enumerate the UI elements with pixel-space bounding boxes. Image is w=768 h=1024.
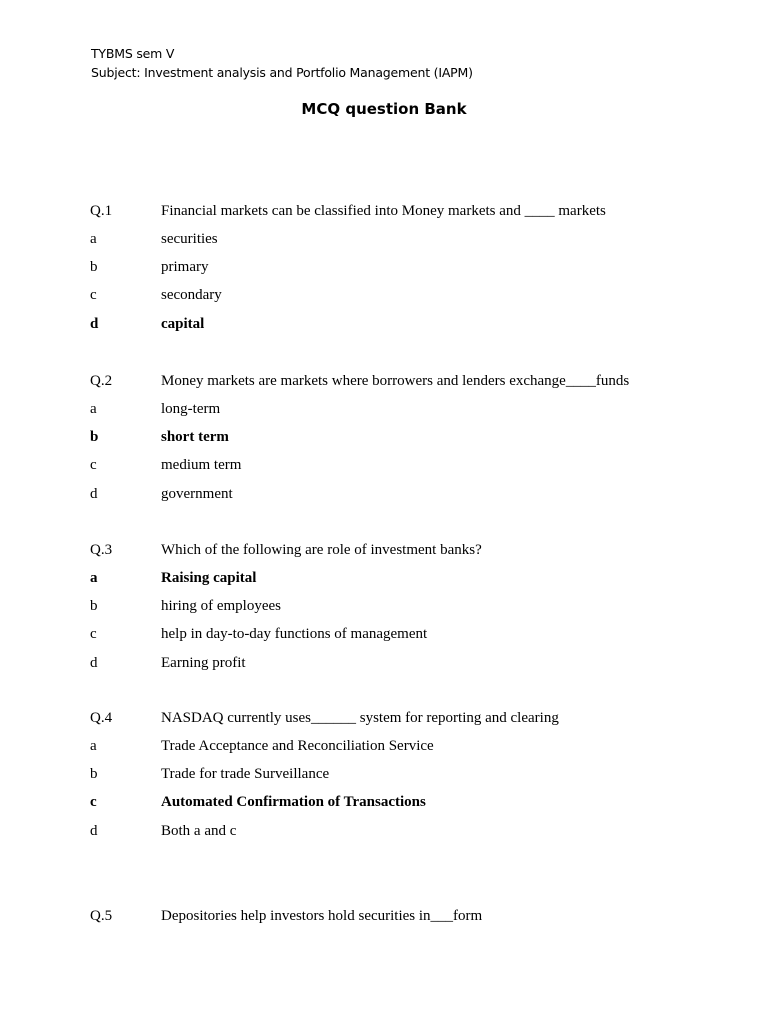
course-label: TYBMS sem V [91,46,175,61]
option-text: Raising capital [161,570,257,586]
option-letter: d [90,316,99,332]
option-text: Trade Acceptance and Reconciliation Service [161,738,434,754]
option-letter: b [90,259,98,275]
option-text: capital [161,316,205,332]
answer-option-correct [0,429,768,449]
question-text: Financial markets can be classified into Money markets and ____ markets [161,203,606,219]
option-text: short term [161,429,229,445]
question-text: NASDAQ currently uses______ system for reporting and clearing [161,710,559,726]
question-row [0,710,768,730]
option-text: secondary [161,287,222,303]
option-letter: b [90,598,98,614]
answer-option [0,287,768,307]
option-letter: c [90,287,97,303]
question-number: Q.1 [90,203,113,219]
option-text: long-term [161,401,221,417]
answer-option [0,766,768,786]
answer-option [0,231,768,251]
option-text: securities [161,231,218,247]
question-text: Which of the following are role of investment banks? [161,542,482,558]
question-text: Depositories help investors hold securities in___form [161,908,483,924]
question-number: Q.3 [90,542,113,558]
option-letter: c [90,457,97,473]
question-number: Q.5 [90,908,113,924]
option-letter: c [90,794,97,810]
answer-option [0,598,768,618]
answer-option [0,626,768,646]
answer-option [0,401,768,421]
answer-option-correct [0,570,768,590]
answer-option [0,259,768,279]
question-row [0,908,768,928]
answer-option [0,457,768,477]
question-row [0,203,768,223]
option-text: Automated Confirmation of Transactions [161,794,426,810]
option-text: medium term [161,457,242,473]
answer-option [0,655,768,675]
option-letter: a [90,401,97,417]
option-text: Trade for trade Surveillance [161,766,330,782]
option-letter: d [90,486,98,502]
option-text: Earning profit [161,655,246,671]
page-title: MCQ question Bank [301,100,467,118]
option-letter: a [90,738,97,754]
option-letter: d [90,655,98,671]
option-letter: c [90,626,97,642]
option-text: primary [161,259,209,275]
option-letter: b [90,766,98,782]
answer-option [0,738,768,758]
subject-line: Subject: Investment analysis and Portfolio Management (IAPM) [91,65,473,80]
answer-option [0,823,768,843]
option-text: government [161,486,233,502]
question-number: Q.2 [90,373,113,389]
question-row [0,542,768,562]
option-text: help in day-to-day functions of management [161,626,428,642]
option-letter: a [90,570,98,586]
option-text: hiring of employees [161,598,281,614]
question-text: Money markets are markets where borrowers and lenders exchange____funds [161,373,630,389]
option-letter: b [90,429,99,445]
option-letter: d [90,823,98,839]
option-text: Both a and c [161,823,237,839]
question-number: Q.4 [90,710,113,726]
option-letter: a [90,231,97,247]
answer-option-correct [0,316,768,336]
question-row [0,373,768,393]
answer-option-correct [0,794,768,814]
answer-option [0,486,768,506]
